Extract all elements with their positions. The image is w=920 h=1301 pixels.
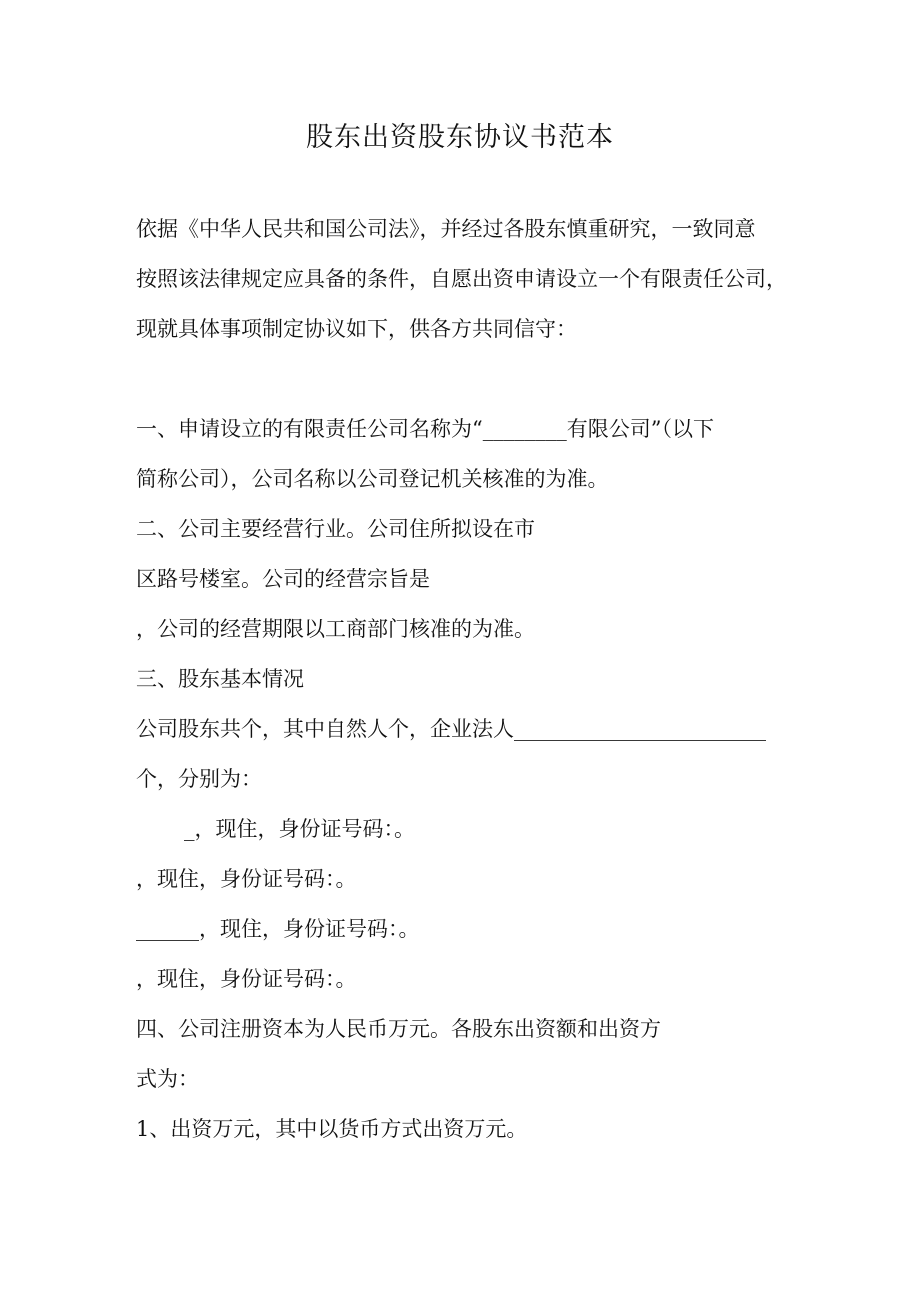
shareholder-line-2: ，现住，身份证号码：。: [136, 867, 357, 891]
clause-2-line-2: 区路号楼室。公司的经营宗旨是: [136, 567, 430, 591]
clause-1-line-2: 简称公司），公司名称以公司登记机关核准的为准。: [136, 467, 609, 491]
clause-3-count-line-2: 个，分别为：: [136, 767, 262, 791]
shareholder-count-text: 公司股东共个，其中自然人个，企业法人: [136, 717, 514, 741]
clause-4-line-1: 四、公司注册资本为人民币万元。各股东出资额和出资方: [136, 1017, 661, 1041]
clause-1-line-1: [136, 414, 714, 444]
shareholder-line-1: _，现住，身份证号码：。: [184, 817, 415, 841]
shareholder-line-4: ，现住，身份证号码：。: [136, 967, 357, 991]
clause-1-text-a: 一、申请设立的有限责任公司名称为“: [136, 417, 483, 441]
clause-4-line-2: 式为：: [136, 1067, 199, 1091]
clause-3-count-line: [136, 714, 766, 744]
document-title: 股东出资股东协议书范本: [306, 122, 614, 153]
clause-1-text-b: 有限公司”（以下: [566, 417, 714, 441]
shareholder-line-3: ______，现住，身份证号码：。: [136, 917, 420, 941]
clause-2-line-1: 二、公司主要经营行业。公司住所拟设在市: [136, 517, 535, 541]
clause-2-line-3: ，公司的经营期限以工商部门核准的为准。: [136, 617, 535, 641]
company-name-blank: ________: [482, 417, 567, 441]
corporate-count-blank: ________________________: [514, 717, 766, 741]
intro-line-3: 现就具体事项制定协议如下，供各方共同信守：: [136, 317, 577, 341]
intro-line-2: 按照该法律规定应具备的条件，自愿出资申请设立一个有限责任公司，: [136, 267, 787, 291]
clause-4-item-1: 1、出资万元，其中以货币方式出资万元。: [136, 1117, 528, 1141]
clause-3-heading: 三、股东基本情况: [136, 667, 304, 691]
intro-line-1: 依据《中华人民共和国公司法》，并经过各股东慎重研究，一致同意: [136, 217, 756, 241]
